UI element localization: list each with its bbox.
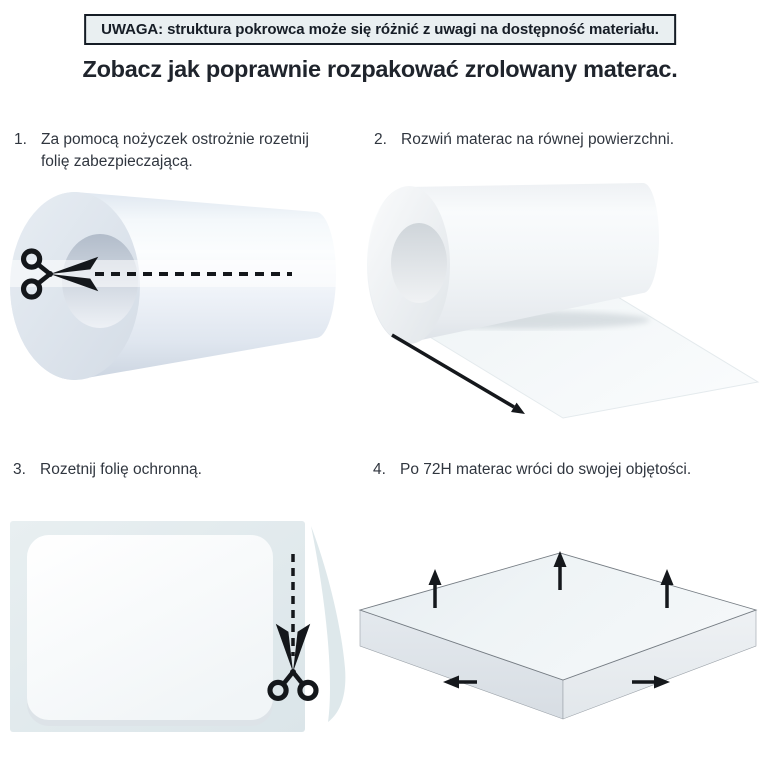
step-4-label: [373, 459, 691, 481]
step-1-text: Za pomocą nożyczek ostrożnie rozetnij folię zabezpieczającą.: [41, 131, 309, 171]
step-2-number: 2.: [374, 131, 387, 148]
illustration-step-2-unrolling-mattress: [365, 168, 760, 423]
notice-banner: [84, 14, 676, 45]
step-3-number: 3.: [13, 461, 26, 478]
illustration-step-3-cut-protective-film: [5, 508, 355, 758]
step-1-number: 1.: [14, 131, 27, 148]
step-4-text: Po 72H materac wróci do swojej objętości.: [400, 461, 692, 478]
roll-hole: [391, 223, 447, 303]
illustration-step-1-rolled-mattress: [0, 186, 345, 398]
illustration-step-4-expanding-mattress: [358, 503, 758, 758]
page-title: Zobacz jak poprawnie rozpakować zrolowany materac.: [82, 56, 678, 82]
notice-text: UWAGA: struktura pokrowca może się różnić z uwagi na dostępność materiału.: [101, 21, 659, 38]
step-4-number: 4.: [373, 461, 386, 478]
step-2-label: [374, 129, 674, 151]
mattress-top: [27, 535, 273, 720]
step-3-text: Rozetnij folię ochronną.: [40, 461, 202, 478]
step-1-label: [14, 129, 333, 174]
step-2-text: Rozwiń materac na równej powierzchni.: [401, 131, 675, 148]
step-3-label: [13, 459, 202, 481]
